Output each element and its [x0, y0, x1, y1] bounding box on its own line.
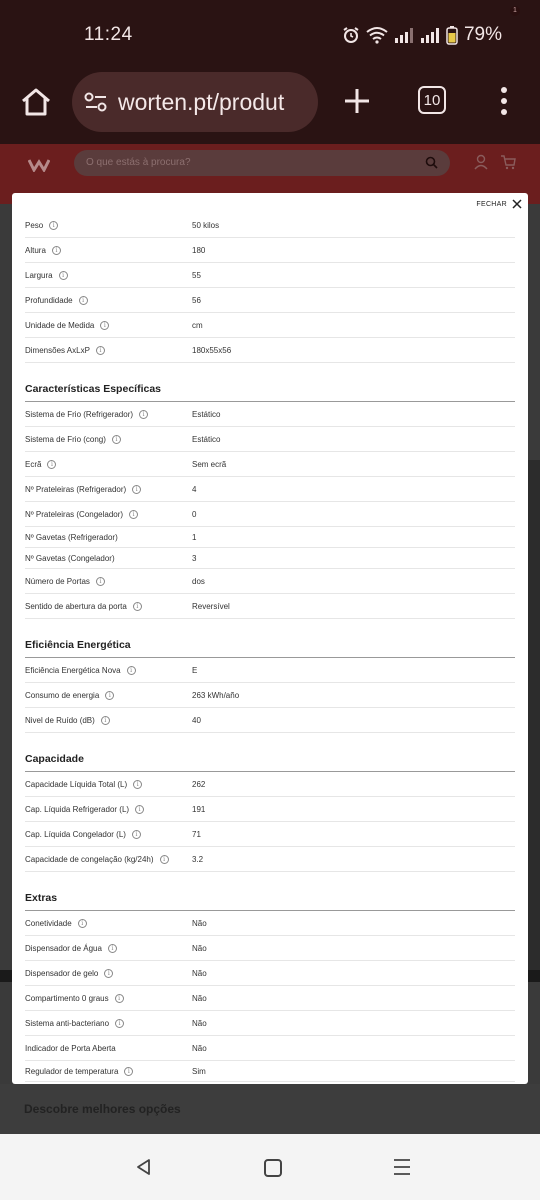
- info-icon[interactable]: i: [133, 602, 142, 611]
- spec-label-cell: [25, 969, 113, 978]
- spec-label: Número de Portas: [25, 577, 90, 586]
- discover-heading: Descobre melhores opções: [24, 1102, 181, 1116]
- spec-row: [25, 1036, 515, 1061]
- spec-row: [25, 338, 515, 363]
- spec-row: [25, 402, 515, 427]
- spec-value: Não: [192, 1044, 207, 1053]
- cart-count-badge: 1: [510, 6, 520, 16]
- spec-label: Profundidade: [25, 296, 73, 305]
- spec-row: [25, 477, 515, 502]
- spec-value: Não: [192, 1019, 207, 1028]
- spec-label-cell: [25, 919, 87, 928]
- info-icon[interactable]: i: [124, 1067, 133, 1076]
- spec-row: [25, 288, 515, 313]
- info-icon[interactable]: i: [133, 780, 142, 789]
- spec-label: Nivel de Ruído (dB): [25, 716, 95, 725]
- spec-label: Nº Prateleiras (Congelador): [25, 510, 124, 519]
- spec-value: Sim: [192, 1067, 206, 1076]
- spec-label: Capacidade Líquida Total (L): [25, 780, 128, 789]
- status-bar: [0, 0, 540, 72]
- info-icon[interactable]: i: [59, 271, 68, 280]
- spec-label-cell: [25, 994, 124, 1003]
- spec-row: [25, 847, 515, 872]
- spec-value: Não: [192, 944, 207, 953]
- spec-label-cell: [25, 221, 58, 230]
- spec-label-cell: [25, 346, 105, 355]
- spec-value: 262: [192, 780, 206, 789]
- spec-value: 3: [192, 554, 197, 563]
- section-title: Características Específicas: [25, 363, 515, 402]
- spec-label-cell: [25, 666, 136, 675]
- spec-value: 50 kilos: [192, 221, 220, 230]
- spec-row: [25, 1011, 515, 1036]
- spec-label-cell: [25, 577, 105, 586]
- system-nav-bar: [0, 1134, 540, 1200]
- info-icon[interactable]: i: [112, 435, 121, 444]
- spec-value: Não: [192, 969, 207, 978]
- spec-label-cell: [25, 1044, 116, 1053]
- spec-row: [25, 427, 515, 452]
- spec-label: Regulador de temperatura: [25, 1067, 119, 1076]
- spec-row: [25, 594, 515, 619]
- spec-value: Estático: [192, 435, 221, 444]
- spec-label: Dispensador de Água: [25, 944, 102, 953]
- spec-value: Estático: [192, 410, 221, 419]
- info-icon[interactable]: i: [79, 296, 88, 305]
- info-icon[interactable]: i: [132, 485, 141, 494]
- search-icon[interactable]: [425, 156, 438, 169]
- status-time: 11:24: [84, 24, 133, 45]
- url-text[interactable]: worten.pt/produt: [118, 88, 285, 115]
- home-icon[interactable]: [18, 84, 54, 120]
- spec-label: Unidade de Medida: [25, 321, 95, 330]
- back-icon[interactable]: [135, 1158, 153, 1176]
- signal-icon: [394, 27, 414, 43]
- battery-percent: 79%: [463, 24, 502, 45]
- info-icon[interactable]: i: [108, 944, 117, 953]
- info-icon[interactable]: i: [96, 346, 105, 355]
- spec-label-cell: [25, 410, 148, 419]
- spec-label: Consumo de energia: [25, 691, 100, 700]
- spec-label: Sistema de Frio (cong): [25, 435, 106, 444]
- info-icon[interactable]: i: [115, 994, 124, 1003]
- spec-row: [25, 986, 515, 1011]
- tab-switcher-button[interactable]: 10: [418, 86, 446, 114]
- spec-value: 56: [192, 296, 201, 305]
- info-icon[interactable]: i: [132, 830, 141, 839]
- spec-label-cell: [25, 460, 56, 469]
- spec-value: 191: [192, 805, 206, 814]
- info-icon[interactable]: i: [47, 460, 56, 469]
- info-icon[interactable]: i: [127, 666, 136, 675]
- spec-value: Não: [192, 919, 207, 928]
- spec-row: [25, 527, 515, 548]
- spec-label-cell: [25, 321, 109, 330]
- info-icon[interactable]: i: [139, 410, 148, 419]
- spec-value: dos: [192, 577, 205, 586]
- info-icon[interactable]: i: [52, 246, 61, 255]
- spec-label: Sistema de Frio (Refrigerador): [25, 410, 134, 419]
- home-button[interactable]: [264, 1159, 282, 1177]
- spec-label: Sentido de abertura da porta: [25, 602, 127, 611]
- url-bar[interactable]: [72, 72, 318, 132]
- spec-row: [25, 683, 515, 708]
- spec-label: Nº Gavetas (Congelador): [25, 554, 115, 563]
- spec-value: 180x55x56: [192, 346, 232, 355]
- spec-value: Reversível: [192, 602, 230, 611]
- spec-value: 71: [192, 830, 201, 839]
- spec-label: Capacidade de congelação (kg/24h): [25, 855, 154, 864]
- section-title: Capacidade: [25, 733, 515, 772]
- spec-label-cell: [25, 271, 68, 280]
- close-button[interactable]: [476, 199, 522, 209]
- spec-row: [25, 822, 515, 847]
- spec-label-cell: [25, 716, 110, 725]
- new-tab-icon[interactable]: [340, 84, 374, 118]
- spec-label: Indicador de Porta Aberta: [25, 1044, 116, 1053]
- info-icon[interactable]: i: [78, 919, 87, 928]
- spec-value: 0: [192, 510, 197, 519]
- spec-label-cell: [25, 435, 121, 444]
- spec-label: Sistema anti-bacteriano: [25, 1019, 110, 1028]
- spec-row: [25, 548, 515, 569]
- close-icon[interactable]: [512, 199, 522, 209]
- spec-label-cell: [25, 1019, 124, 1028]
- spec-label: Peso: [25, 221, 44, 230]
- spec-label: Cap. Líquida Congelador (L): [25, 830, 126, 839]
- specifications-list: [25, 213, 515, 1082]
- spec-value: 55: [192, 271, 201, 280]
- info-icon[interactable]: i: [115, 1019, 124, 1028]
- spec-label-cell: [25, 805, 144, 814]
- worten-logo-icon[interactable]: [28, 158, 50, 172]
- spec-label: Cap. Líquida Refrigerador (L): [25, 805, 130, 814]
- page-edge: [528, 460, 540, 980]
- spec-value: 1: [192, 533, 197, 542]
- spec-value: Sem ecrã: [192, 460, 227, 469]
- spec-value: E: [192, 666, 198, 675]
- spec-label-cell: [25, 1067, 133, 1076]
- spec-row: [25, 1061, 515, 1082]
- spec-row: [25, 452, 515, 477]
- spec-row: [25, 313, 515, 338]
- spec-label: Nº Gavetas (Refrigerador): [25, 533, 118, 542]
- close-label: FECHAR: [476, 200, 507, 208]
- spec-value: 263 kWh/año: [192, 691, 240, 700]
- recents-icon[interactable]: [393, 1158, 411, 1176]
- spec-label: Nº Prateleiras (Refrigerador): [25, 485, 127, 494]
- info-icon[interactable]: i: [135, 805, 144, 814]
- spec-value: Não: [192, 994, 207, 1003]
- info-icon[interactable]: i: [105, 691, 114, 700]
- spec-label-cell: [25, 602, 142, 611]
- site-search-placeholder: O que estás à procura?: [86, 157, 191, 168]
- spec-row: [25, 502, 515, 527]
- cart-icon[interactable]: [500, 154, 516, 170]
- spec-value: cm: [192, 321, 203, 330]
- spec-label-cell: [25, 830, 141, 839]
- spec-label: Ecrã: [25, 460, 42, 469]
- spec-label: Dispensador de gelo: [25, 969, 99, 978]
- info-icon[interactable]: i: [104, 969, 113, 978]
- battery-icon: [446, 25, 458, 45]
- spec-row: [25, 658, 515, 683]
- spec-label-cell: [25, 296, 88, 305]
- spec-value: 4: [192, 485, 197, 494]
- spec-label: Dimensões AxLxP: [25, 346, 90, 355]
- spec-row: [25, 708, 515, 733]
- more-menu-icon[interactable]: [496, 86, 512, 116]
- signal-icon: [420, 27, 440, 43]
- user-icon[interactable]: [474, 154, 488, 170]
- spec-row: [25, 772, 515, 797]
- spec-label: Conetividade: [25, 919, 72, 928]
- spec-row: [25, 936, 515, 961]
- spec-label-cell: [25, 485, 141, 494]
- spec-value: 40: [192, 716, 201, 725]
- info-icon[interactable]: i: [101, 716, 110, 725]
- spec-row: [25, 238, 515, 263]
- section-title: Eficiência Energética: [25, 619, 515, 658]
- spec-label-cell: [25, 510, 138, 519]
- spec-label-cell: [25, 533, 118, 542]
- spec-label-cell: [25, 780, 142, 789]
- browser-toolbar: [0, 72, 540, 144]
- site-search-input[interactable]: [74, 150, 450, 176]
- specifications-modal: [12, 193, 528, 1084]
- spec-label-cell: [25, 246, 61, 255]
- spec-value: 180: [192, 246, 206, 255]
- spec-label: Altura: [25, 246, 46, 255]
- spec-label: Compartimento 0 graus: [25, 994, 109, 1003]
- spec-row: [25, 961, 515, 986]
- alarm-icon: [342, 26, 360, 44]
- spec-label-cell: [25, 855, 169, 864]
- spec-label-cell: [25, 554, 115, 563]
- wifi-icon: [366, 26, 388, 44]
- spec-label-cell: [25, 944, 117, 953]
- info-icon[interactable]: i: [96, 577, 105, 586]
- spec-row: [25, 911, 515, 936]
- status-icons: [342, 24, 502, 46]
- spec-row: [25, 263, 515, 288]
- spec-label-cell: [25, 691, 114, 700]
- spec-label: Largura: [25, 271, 53, 280]
- info-icon[interactable]: i: [129, 510, 138, 519]
- spec-value: 3.2: [192, 855, 204, 864]
- site-settings-icon[interactable]: [84, 91, 108, 113]
- spec-row: [25, 797, 515, 822]
- info-icon[interactable]: i: [100, 321, 109, 330]
- spec-row: [25, 213, 515, 238]
- info-icon[interactable]: i: [160, 855, 169, 864]
- info-icon[interactable]: i: [49, 221, 58, 230]
- spec-row: [25, 569, 515, 594]
- section-title: Extras: [25, 872, 515, 911]
- spec-label: Eficiência Energética Nova: [25, 666, 121, 675]
